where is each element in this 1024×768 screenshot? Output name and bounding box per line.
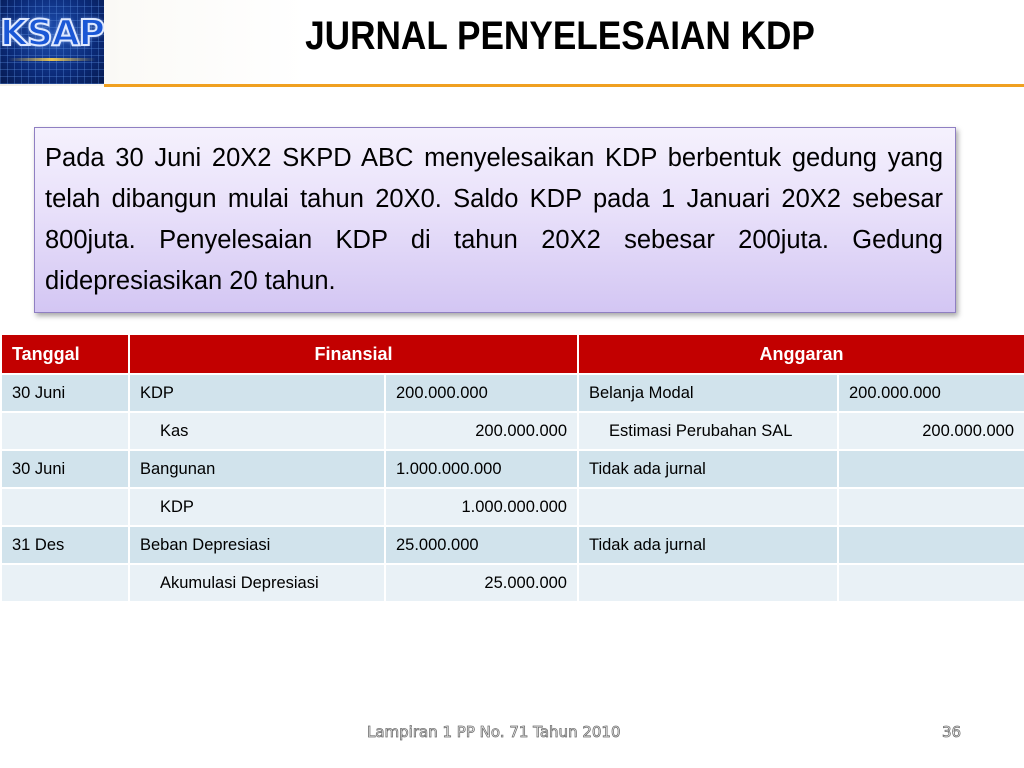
cell-ang-akun: Estimasi Perubahan SAL: [578, 412, 838, 450]
slide-header: [0, 0, 1024, 86]
ksap-logo: [0, 0, 104, 84]
cell-tanggal: 30 Juni: [1, 374, 129, 412]
cell-fin-akun: Bangunan: [129, 450, 385, 488]
cell-ang-akun: [578, 488, 838, 526]
cell-ang-nilai: [838, 488, 1024, 526]
cell-tanggal: [1, 564, 129, 602]
cell-fin-akun: Kas: [129, 412, 385, 450]
cell-tanggal: 31 Des: [1, 526, 129, 564]
cell-ang-nilai: 200.000.000: [838, 374, 1024, 412]
table-row: [1, 374, 1024, 412]
case-description-box: [34, 127, 956, 313]
cell-ang-nilai: [838, 564, 1024, 602]
cell-ang-akun: [578, 564, 838, 602]
header-finansial: Finansial: [129, 334, 578, 374]
page-number: 36: [942, 723, 962, 741]
header-tanggal: Tanggal: [1, 334, 129, 374]
cell-fin-nilai: 25.000.000: [385, 526, 578, 564]
cell-fin-akun: KDP: [129, 374, 385, 412]
cell-fin-nilai: 1.000.000.000: [385, 488, 578, 526]
cell-fin-nilai: 200.000.000: [385, 412, 578, 450]
header-divider: [104, 84, 1024, 87]
cell-fin-akun: Beban Depresiasi: [129, 526, 385, 564]
table-row: [1, 450, 1024, 488]
cell-tanggal: 30 Juni: [1, 450, 129, 488]
cell-fin-akun: KDP: [129, 488, 385, 526]
cell-fin-nilai: 25.000.000: [385, 564, 578, 602]
cell-ang-akun: Tidak ada jurnal: [578, 450, 838, 488]
cell-ang-akun: Tidak ada jurnal: [578, 526, 838, 564]
cell-ang-nilai: 200.000.000: [838, 412, 1024, 450]
page-title: JURNAL PENYELESAIAN KDP: [305, 14, 815, 58]
cell-fin-nilai: 200.000.000: [385, 374, 578, 412]
cell-fin-akun: Akumulasi Depresiasi: [129, 564, 385, 602]
footer-text: Lampiran 1 PP No. 71 Tahun 2010: [367, 723, 621, 741]
cell-ang-nilai: [838, 450, 1024, 488]
table-row: [1, 488, 1024, 526]
table-row: [1, 526, 1024, 564]
cell-ang-nilai: [838, 526, 1024, 564]
table-header-row: [1, 334, 1024, 374]
logo-accent: [8, 58, 96, 61]
table-row: [1, 412, 1024, 450]
case-description-text: Pada 30 Juni 20X2 SKPD ABC menyelesaikan KDP berbentuk gedung yang telah dibangun mulai tahun 20X0. Saldo KDP pada 1 Januari 20X2 sebesar 800juta. Penyelesaian KDP di tahun 20X2 sebesar 200juta. Gedung didepresiasikan 20 tahun.: [45, 144, 943, 295]
header-anggaran: Anggaran: [578, 334, 1024, 374]
cell-tanggal: [1, 412, 129, 450]
cell-ang-akun: Belanja Modal: [578, 374, 838, 412]
journal-table: [0, 333, 1024, 603]
cell-tanggal: [1, 488, 129, 526]
logo-text: KSAP: [0, 13, 104, 54]
table-row: [1, 564, 1024, 602]
cell-fin-nilai: 1.000.000.000: [385, 450, 578, 488]
